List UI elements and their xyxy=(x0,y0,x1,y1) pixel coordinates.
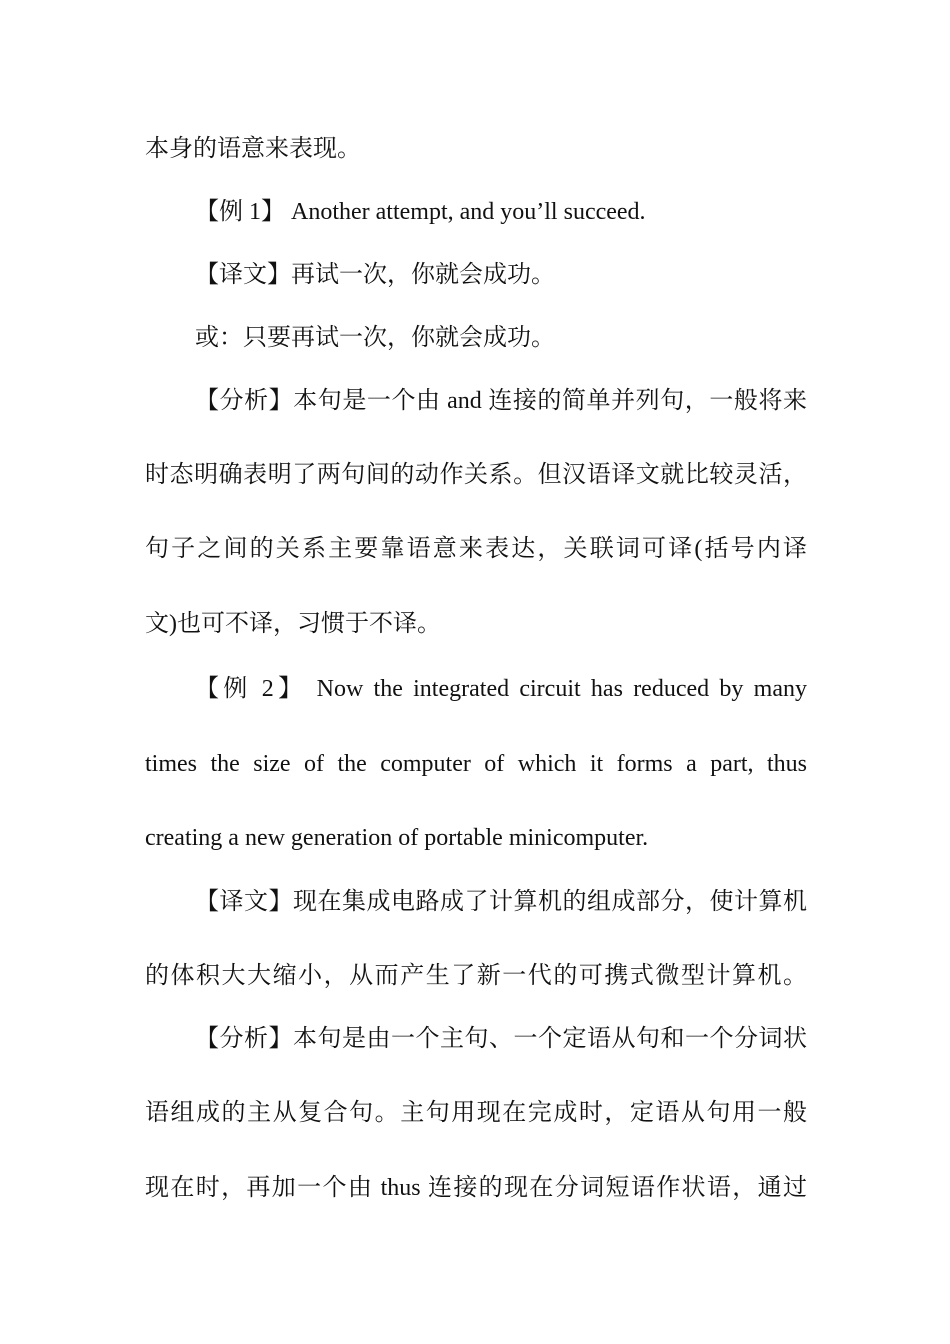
example-2-line-1: 【例 2】 Now the integrated circuit has reduced by many xyxy=(195,676,807,702)
analysis-2-line-3: 现在时，再加一个由 thus 连接的现在分词短语作状语，通过 xyxy=(145,1175,807,1201)
analysis-1-line-3: 句子之间的关系主要靠语意来表达，关联词可译(括号内译 xyxy=(145,536,807,562)
example-2-line-2: times the size of the computer of which it forms a part, thus xyxy=(145,751,807,777)
analysis-1-line-4: 文)也可不译，习惯于不译。 xyxy=(145,611,441,637)
example-2-line-3: creating a new generation of portable minicomputer. xyxy=(145,825,649,851)
text-line-1: 本身的语意来表现。 xyxy=(145,136,361,162)
analysis-1-line-2: 时态明确表明了两句间的动作关系。但汉语译文就比较灵活， xyxy=(145,462,807,488)
translation-1-alt: 或：只要再试一次，你就会成功。 xyxy=(195,325,555,351)
example-1-heading: 【例 1】 Another attempt, and you’ll succeed. xyxy=(195,199,646,225)
translation-2-line-2: 的体积大大缩小，从而产生了新一代的可携式微型计算机。 xyxy=(145,963,807,989)
analysis-2-line-1: 【分析】本句是由一个主句、一个定语从句和一个分词状 xyxy=(195,1026,807,1052)
translation-2-line-1: 【译文】现在集成电路成了计算机的组成部分，使计算机 xyxy=(195,889,807,915)
analysis-1-line-1: 【分析】本句是一个由 and 连接的简单并列句，一般将来 xyxy=(195,388,807,414)
translation-1: 【译文】再试一次，你就会成功。 xyxy=(195,262,555,288)
analysis-2-line-2: 语组成的主从复合句。主句用现在完成时，定语从句用一般 xyxy=(145,1100,807,1126)
